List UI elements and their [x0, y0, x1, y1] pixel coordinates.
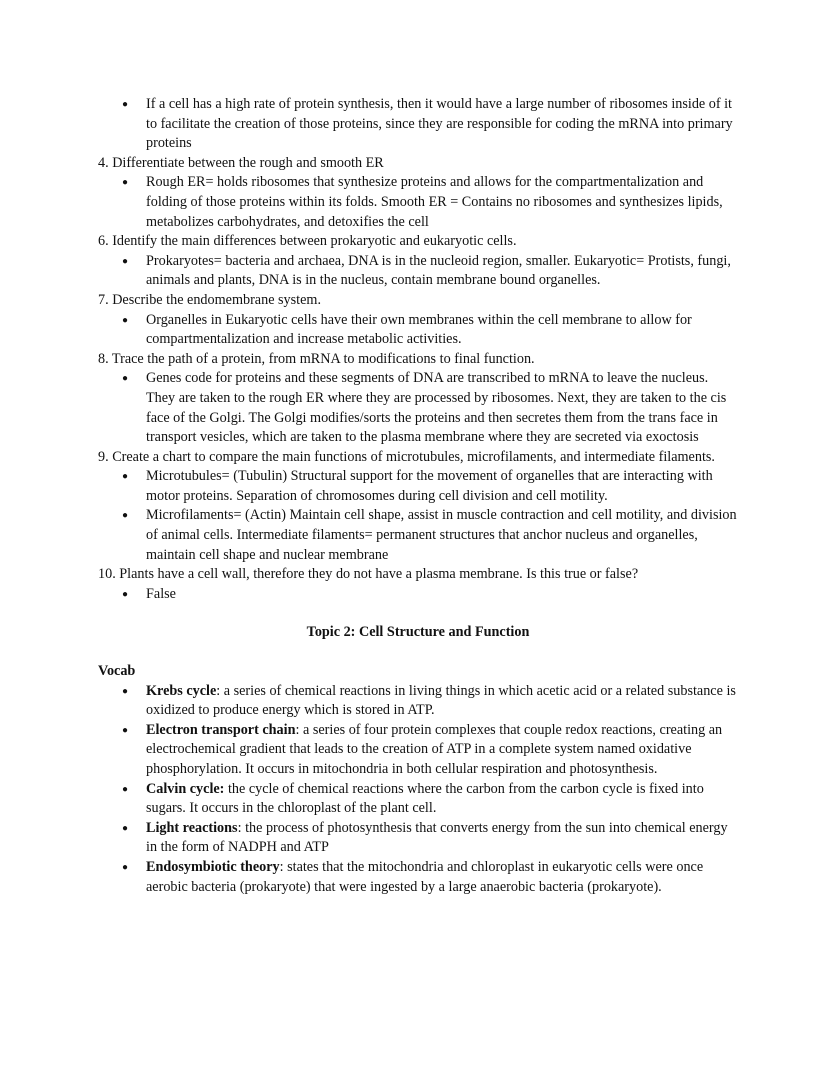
q9-answer-microtubules: ● Microtubules= (Tubulin) Structural support for the movement of organelles that are interacting with motor proteins. Separation of chromosomes during cell division and cell motility. [146, 467, 738, 506]
vocab-term: Electron transport chain [146, 721, 296, 738]
question-8: 8. Trace the path of a protein, from mRNA to modifications to final function. [98, 350, 535, 367]
vocab-term: Krebs cycle [146, 682, 217, 699]
vocab-definition: a series of four protein complexes that couple redox reactions, creating an electrochemical gradient that leads to the creation of ATP in a complete system named oxidative phosphorylation. It occurs in mitochondria in both cellular respiration and photosynthesis. [146, 721, 723, 777]
vocab-item [146, 682, 738, 721]
q9-answer-microfilaments: ● Microfilaments= (Actin) Maintain cell shape, assist in muscle contraction and cell motility, and division of animal cells. Intermediate filaments= permanent structures that anchor nucleus and organelles, maintain cell shape and nuclear membrane [146, 506, 738, 565]
vocab-list [98, 682, 738, 898]
vocab-item [146, 819, 738, 858]
q3-answer-list [98, 95, 738, 154]
question-9: 9. Create a chart to compare the main functions of microtubules, microfilaments, and intermediate filaments. [98, 448, 715, 465]
q9-answer-list [98, 467, 738, 565]
vocab-definition: a series of chemical reactions in living things in which acetic acid or a related substance is oxidized to produce energy which is stored in ATP. [146, 682, 736, 719]
q6-answer: ● Prokaryotes= bacteria and archaea, DNA is in the nucleoid region, smaller. Eukaryotic= Protists, fungi, animals and plants, DNA is in the nucleus, contain membrane bound organelles. [146, 252, 738, 291]
question-7: 7. Describe the endomembrane system. [98, 291, 321, 308]
vocab-sep: : [237, 819, 242, 836]
vocab-item [146, 858, 738, 897]
question-4: 4. Differentiate between the rough and smooth ER [98, 154, 384, 171]
q10-answer-list [98, 585, 738, 605]
vocab-definition: the cycle of chemical reactions where the carbon from the carbon cycle is fixed into sugars. It occurs in the chloroplast of the plant cell. [146, 780, 704, 817]
q6-answer-list [98, 252, 738, 291]
q8-answer-list [98, 369, 738, 447]
q3-answer: ● If a cell has a high rate of protein synthesis, then it would have a large number of ribosomes inside of it to facilitate the creation of those proteins, since they are responsible for coding the mRNA into primary proteins [146, 95, 738, 154]
q4-answer: ● Rough ER= holds ribosomes that synthesize proteins and allows for the compartmentalization and folding of those proteins within its folds. Smooth ER = Contains no ribosomes and synthesizes lipids, metabolizes carbohydrates, and detoxifies the cell [146, 173, 738, 232]
q7-answer: ● Organelles in Eukaryotic cells have their own membranes within the cell membrane to allow for compartmentalization and increase metabolic activities. [146, 311, 738, 350]
q10-answer: ● False [146, 585, 738, 605]
vocab-sep: : [279, 858, 284, 875]
vocab-term: Calvin cycle: [146, 780, 225, 797]
document-page [98, 95, 738, 897]
vocab-term: Endosymbiotic theory [146, 858, 280, 875]
vocab-definition: states that the mitochondria and chloroplast in eukaryotic cells were once aerobic bacteria (prokaryote) that were ingested by a large anaerobic bacteria (prokaryote). [146, 858, 704, 895]
vocab-term: Light reactions [146, 819, 238, 836]
q8-answer: ● Genes code for proteins and these segments of DNA are transcribed to mRNA to leave the nucleus. They are taken to the rough ER where they are processed by ribosomes. Next, they are taken to the cis face of the Golgi. The Golgi modifies/sorts the proteins and then secretes them from the trans face in transport vesicles, which are taken to the plasma membrane where they are secreted via exoctosis [146, 369, 738, 447]
vocab-sep: : [216, 682, 221, 699]
question-10: 10. Plants have a cell wall, therefore they do not have a plasma membrane. Is this true or false? [98, 566, 639, 583]
vocab-item [146, 721, 738, 780]
vocab-definition: the process of photosynthesis that converts energy from the sun into chemical energy in the form of NADPH and ATP [146, 819, 728, 856]
question-6: 6. Identify the main differences between prokaryotic and eukaryotic cells. [98, 233, 517, 250]
q4-answer-list [98, 173, 738, 232]
vocab-title: Vocab [98, 663, 136, 680]
vocab-sep: : [295, 721, 300, 738]
topic-heading: Topic 2: Cell Structure and Function [306, 624, 530, 641]
vocab-item [146, 780, 738, 819]
q7-answer-list [98, 311, 738, 350]
